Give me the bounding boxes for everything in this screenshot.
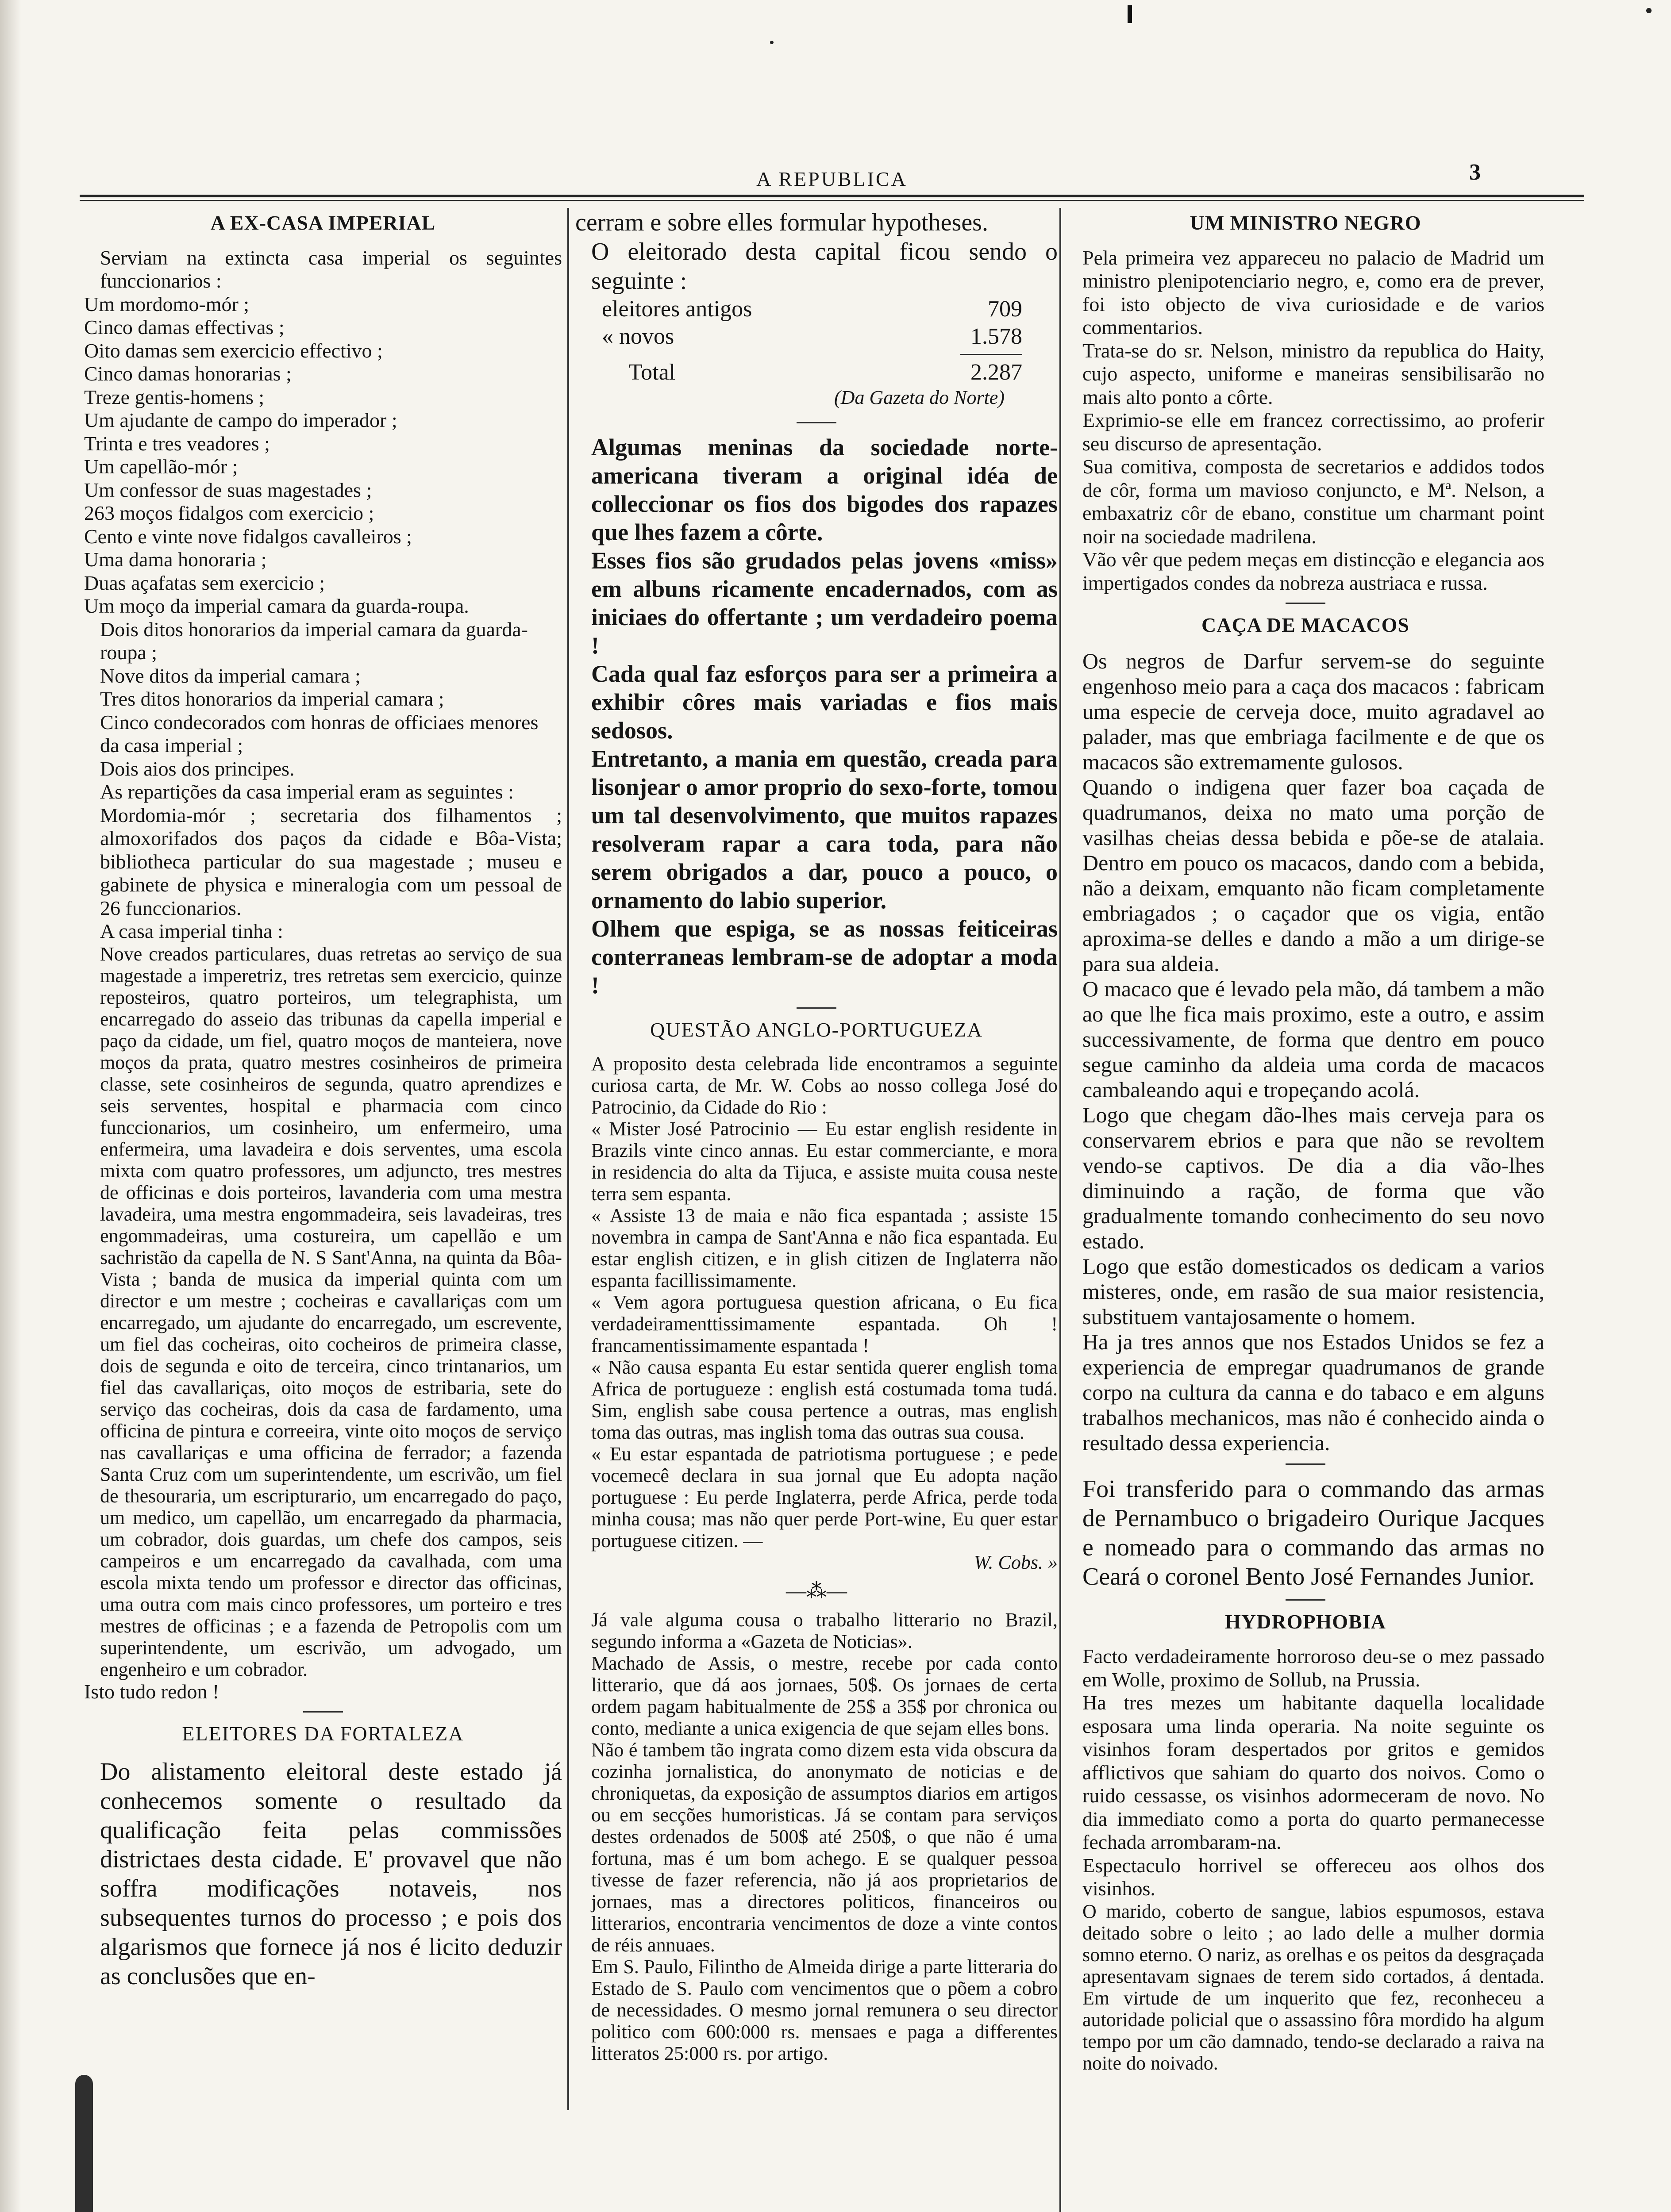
list-item: Cinco condecorados com honras de officiaes menores da casa imperial ; [100,710,539,757]
voter-label: « novos [602,324,674,349]
list-item: Tres ditos honorarios da imperial camara ; [100,687,444,710]
list-item: Um confessor de suas magestades ; [84,478,372,501]
article-heading: QUESTÃO ANGLO-PORTUGUEZA [650,1018,983,1041]
header-rule-thin [80,200,1584,201]
column-divider [567,208,569,2110]
letter-paragraph: « Mister José Patrocinio — Eu estar english residente in Brazils vinte cinco annas. Eu estar commerciante, e mora in residencia do alta da Tijuca, e assiste muita cousa neste terra sem espanta. [591,1118,1058,1205]
paragraph: Já vale alguma cousa o trabalho litterario no Brazil, segundo informa a «Gazeta de Noticias». [591,1609,1058,1652]
article-heading: UM MINISTRO NEGRO [1190,211,1421,234]
section-rule [303,1711,343,1713]
paragraph: O marido, coberto de sangue, labios espumosos, estava deitado sobre o leito ; ao lado delle a mulher dormia somno eterno. O nariz, as orelhas e os peitos da desgraçada apresentavam signaes de terem sido cortados, á dentada. Em virtude de um inquerito que fez, reconheceu a autoridade policial que o assassino fôra mordido ha algum tempo por um cão damnado, tendo-se declarado a raiva na noite do noivado. [1082,1900,1544,2074]
running-header-title: A REPUBLICA [756,168,908,190]
page-speck [770,41,774,44]
article-bigodes [575,433,1058,999]
column-right [1067,208,1544,2074]
section-ornament: —⁂— [786,1579,847,1602]
letter-paragraph: « Vem agora portuguesa question africana, o Eu fica verdadeiramenttissimamente espantada. Oh ! francamentissimamente espantada ! [591,1291,1058,1356]
column-divider [1059,208,1061,2212]
list-item: Um mordomo-mór ; [84,292,250,315]
list-item: 263 moços fidalgos com exercicio ; [84,502,374,524]
paragraph: Facto verdadeiramente horroroso deu-se o mez passado em Wolle, proximo de Sollub, na Prussia. [1082,1645,1544,1691]
letter-paragraph: « Não causa espanta Eu estar sentida querer english toma Africa de portugueze : english está costumada toma tudá. Sim, english sabe cousa pertence a outras, mas english toma das outras, mas inglish toma das outras sua cousa. [591,1356,1058,1443]
column-left [84,208,562,2110]
article-trabalho-litterario [575,1609,1058,2064]
section-rule [1286,603,1325,604]
paragraph: A proposito desta celebrada lide encontramos a seguinte curiosa carta, de Mr. W. Cobs ao nosso collega José do Patrocinio, da Cidade do Rio : [591,1053,1058,1118]
letter-signature: W. Cobs. » [974,1551,1058,1573]
list-item: Dois ditos honorarios da imperial camara da guarda-roupa ; [100,618,528,664]
article-heading: HYDROPHOBIA [1225,1610,1386,1633]
article-ex-casa-imperial [84,211,562,1703]
voter-value: 1.578 [970,324,1022,349]
article-eleitores [84,1722,562,1991]
paragraph: O eleitorado desta capital ficou sendo o seguinte : [591,238,1058,295]
paragraph: Pela primeira vez appareceu no palacio de Madrid um ministro plenipotenciario negro, e, como era de prever, foi isto objecto de viva curiosidade e de varios commentarios. [1082,246,1544,338]
paragraph: Os negros de Darfur servem-se do seguinte engenhoso meio para a caça dos macacos : fabricam uma especie de cerveja doce, muito agradavel ao palader, mas que embriaga facilmente e de que os macacos são extremamente gulosos. [1082,648,1544,774]
article-caca-de-macacos [1067,614,1544,1455]
paragraph: A casa imperial tinha : [100,920,283,942]
voter-table [575,296,1058,410]
total-label: Total [628,360,676,385]
article-closing: Isto tudo redon ! [84,1680,219,1703]
voter-total-row [575,359,1058,386]
list-item: Cinco damas effectivas ; [84,316,285,338]
page-speck [1646,8,1652,13]
list-item: Duas açafatas sem exercicio ; [84,571,325,594]
paragraph: Não é tambem tão ingrata como dizem esta vida obscura da cozinha jornalistica, do anonymato de noticias e de chroniquetas, da exposição de assumptos diarios em artigos ou em secções humoristicas. Já se contam para serviços destes ordenados de 500$ até 250$, o que não é uma fortuna, mas é um bom achego. E se qualquer pessoa tivesse de fazer referencia, não já aos proprietarios de jornaes, mas a directores politicos, financeiros ou litterarios, encontraria vencimentos de doze a vinte contos de réis annuaes. [591,1739,1058,1956]
paragraph: Algumas meninas da sociedade norte-americana tiveram a original idéa de colleccionar os fios dos bigodes dos rapazes que lhes fazem a côrte. [591,434,1058,545]
letter-paragraph: « Eu estar espantada de patriotisma portuguese ; e pede vocemecê declara in sua jornal que Eu adopta nação portuguese : Eu perde Inglaterra, perde Africa, perde toda minha cousa; mas não quer perde Port-wine, Eu quer estar portuguese citizen. — [591,1443,1058,1551]
letter-paragraph: « Assiste 13 de maia e não fica espantada ; assiste 15 novembra in campa de Sant'Anna e não fica espantada. Eu estar english citizen, e in glish citizen de Inglaterra não espanta facillissimamente. [591,1205,1058,1291]
paragraph: Machado de Assis, o mestre, recebe por cada conto litterario, que dá aos jornaes, 50$. Os jornaes de certa ordem pagam habitualmente de 25$ a 35$ por chronica ou conto, mediante a unica exigencia de que sejam elles bons. [591,1652,1058,1739]
section-rule [797,1007,836,1009]
paragraph: Do alistamento eleitoral deste estado já conhecemos somente o resultado da qualificação feita pelas commissões districtaes desta cidade. E' provavel que não soffra modificações notaveis, nos subsequentes turnos do processo ; e pois dos algarismos que fornece já nos é licito deduzir as conclusões que en- [100,1758,562,1990]
paragraph: Logo que estão domesticados os dedicam a varios misteres, onde, em rasão de sua maior resistencia, substituem vantajosamente o homem. [1082,1253,1544,1329]
paragraph: Logo que chegam dão-lhes mais cerveja para os conservarem ebrios e para que não se revoltem vendo-se captivos. De dia a dia vão-lhes diminuindo a ração, de forma que vão gradualmente tomando conhecimento do seu novo estado. [1082,1102,1544,1253]
article-hydrophobia [1067,1610,1544,2074]
paragraph: Ha ja tres annos que nos Estados Unidos se fez a experiencia de empregar quadrumanos de grande corpo na cultura da canna e do tabaco e em alguns trabalhos mechanicos, mas não é conhecido ainda o resultado dessa experiencia. [1082,1329,1544,1455]
paragraph: As repartições da casa imperial eram as seguintes : [100,780,514,803]
sum-rule [960,354,1022,355]
list-item: Nove ditos da imperial camara ; [100,664,361,687]
list-item: Um moço da imperial camara da guarda-roupa. [84,595,469,617]
list-item: Treze gentis-homens ; [84,385,265,408]
list-item: Dois aios dos principes. [100,757,295,780]
paragraph: Quando o indigena quer fazer boa caçada de quadrumanos, deixa no mato uma porção de vasilhas cheias dessa bebida e põe-se de atalaia. Dentro em pouco os macacos, dando com a bebida, não a deixam, emquanto não ficam completamente embriagados ; o caçador que os vigia, então aproxima-se delles e dando a mão a um dirige-se para sua aldeia. [1082,774,1544,976]
paragraph: Espectaculo horrivel se offereceu aos olhos dos visinhos. [1082,1854,1544,1900]
section-rule [1286,1599,1325,1601]
ink-blot [75,2075,93,2212]
voter-row [575,296,1058,323]
article-heading: CAÇA DE MACACOS [1201,614,1409,636]
paragraph: Entretanto, a mania em questão, creada para lisonjear o amor proprio do sexo-forte, tomou um tal desenvolvimento, que muitos rapazes resolveram rapar a cara toda, para não serem obrigados a dar, pouco a pouco, o ornamento do labio superior. [591,745,1058,914]
paragraph-continuation: cerram e sobre elles formular hypotheses. [575,209,988,236]
voter-row [575,323,1058,350]
voter-value: 709 [988,296,1022,322]
paragraph: O macaco que é levado pela mão, dá tambem a mão ao que lhe fica mais proximo, este a outro, e assim successivamente, de forma que dentro em pouco segue caminho da aldeia uma corda de macacos cambaleando aqui e tropeçando acolá. [1082,976,1544,1102]
paragraph: Esses fios são grudados pelas jovens «miss» em albuns ricamente encadernados, com as iniciaes do offertante ; um verdadeiro poema ! [591,547,1058,659]
page-edge-shadow [0,0,21,2212]
paragraph: Nove creados particulares, duas retretas ao serviço de sua magestade a imperetriz, tres retretas sem exercicio, quinze reposteiros, quatro porteiros, um telegraphista, um encarregado do asseio das tribunas da capella imperial e paço da cidade, um fiel, quatro moços de manteiera, nove moços da prata, quatro mestres cosinheiros de primeira classe, sete cosinheiros de segunda, quatro aprendizes e seis serventes, hospital e pharmacia com cinco funccionarios, um cosinheiro, um enfermeiro, uma enfermeira, uma lavadeira e dois serventes, uma escola mixta com quatro professores, um adjuncto, tres mestres de officinas e dois porteiros, lavanderia com uma mestra lavadeira, uma mestra engommadeira, seis lavadeiras, tres engommadeiras, uma costureira, um capellão e um sachristão da capella de N. S Sant'Anna, na quinta da Bôa-Vista ; banda de musica da imperial quinta com um director e um mestre ; cocheiras e cavallariças com um encarregado, um ajudante do encarregado, um escrevente, um fiel das cocheiras, oito cocheiros de primeira classe, dois de segunda e oito de terceira, cinco trintanarios, um fiel das cavallariças, oito moços de estribaria, sete do serviço das cocheiras, dois da casa de fardamento, uma officina de pintura e correeira, vinte oito moços de serviço nas cavallariças e uma officina de ferrador; a fazenda Santa Cruz com um superintendente, um escrivão, um fiel de thesouraria, um escripturario, um encarregado do paço, um medico, um capellão, um encarregado da pharmacia, um cobrador, dois guardas, um chefe dos campos, seis campeiros e um encarregado da cavalhada, com uma escola mixta tendo um professor e director das officinas, uma outra com mais cinco professores, um porteiro e tres mestres de officinas ; e a fazenda de Petropolis com um superintendente, um escrivão, um advogado, um engenheiro e um cobrador. [100,943,562,1680]
paragraph: Sua comitiva, composta de secretarios e addidos todos de côr, forma um mavioso conjuncto, e Mª. Nelson, a embaxatriz côr de ebano, constitue um charmant point noir na sociedade madrilena. [1082,455,1544,548]
source-credit: (Da Gazeta do Norte) [834,387,1005,408]
paragraph-transfer: Foi transferido para o commando das armas de Pernambuco o brigadeiro Ourique Jacques e nomeado para o commando das armas no Ceará o coronel Bento José Fernandes Junior. [1082,1475,1544,1590]
article-heading: ELEITORES DA FORTALEZA [182,1722,464,1745]
list-item: Uma dama honoraria ; [84,548,267,571]
total-value: 2.287 [970,360,1022,385]
paragraph: Trata-se do sr. Nelson, ministro da republica do Haity, cujo aspecto, uniforme e maneiras sensibilisarão no mais alto ponto a côrte. [1082,339,1544,408]
paragraph: Vão vêr que pedem meças em distincção e elegancia aos impertigados condes da nobreza austriaca e russa. [1082,548,1544,594]
paragraph: Olhem que espiga, se as nossas feiticeiras conterraneas lembram-se de adoptar a moda ! [591,915,1058,998]
article-ministro-negro [1067,211,1544,595]
list-item: Cinco damas honorarias ; [84,362,292,385]
column-middle [575,208,1058,2199]
list-item: Um ajudante de campo do imperador ; [84,409,397,431]
header-rule [80,195,1584,197]
paragraph: Cada qual faz esforços para ser a primeira a exhibir côres mais variadas e fios mais sedosos. [591,660,1058,744]
article-intro: Serviam na extincta casa imperial os seguintes funccionarios : [100,246,562,292]
list-item: Um capellão-mór ; [84,455,238,478]
page-corner-mark [1128,5,1132,23]
paragraph: Em S. Paulo, Filintho de Almeida dirige a parte litteraria do Estado de S. Paulo com vencimentos que o põem a cobro de necessidades. O mesmo jornal remunera o seu director politico com 600:000 rs. mensaes e paga a differentes litteratos 25:000 rs. por artigo. [591,1955,1058,2064]
section-rule [797,422,836,423]
list-item: Trinta e tres veadores ; [84,432,270,455]
paragraph: Mordomia-mór ; secretaria dos filhamentos ; almoxorifados dos paços da cidade e Bôa-Vista; bibliotheca particular do sua magestade ; museu e gabinete de physica e mineralogia com um pessoal de 26 funccionarios. [100,803,562,919]
list-item: Oito damas sem exercicio effectivo ; [84,339,383,362]
section-rule [1286,1463,1325,1465]
voter-label: eleitores antigos [602,296,752,322]
page-number: 3 [1469,160,1481,185]
article-heading: A EX-CASA IMPERIAL [210,211,436,234]
article-questao-anglo-portugueza [575,1018,1058,1574]
paragraph: Exprimio-se elle em francez correctissimo, ao proferir seu discurso de apresentação. [1082,409,1544,455]
list-item: Cento e vinte nove fidalgos cavalleiros ; [84,525,412,548]
staff-list [84,293,562,781]
paragraph: Ha tres mezes um habitante daquella localidade esposara uma linda operaria. Na noite seguinte os visinhos foram despertados por gritos e gemidos afflictivos que sahiam do quarto dos noivos. Como o ruido cessasse, os visinhos adormeceram de novo. No dia immediato como a porta do quarto permanecesse fechada arrombaram-na. [1082,1691,1544,1853]
